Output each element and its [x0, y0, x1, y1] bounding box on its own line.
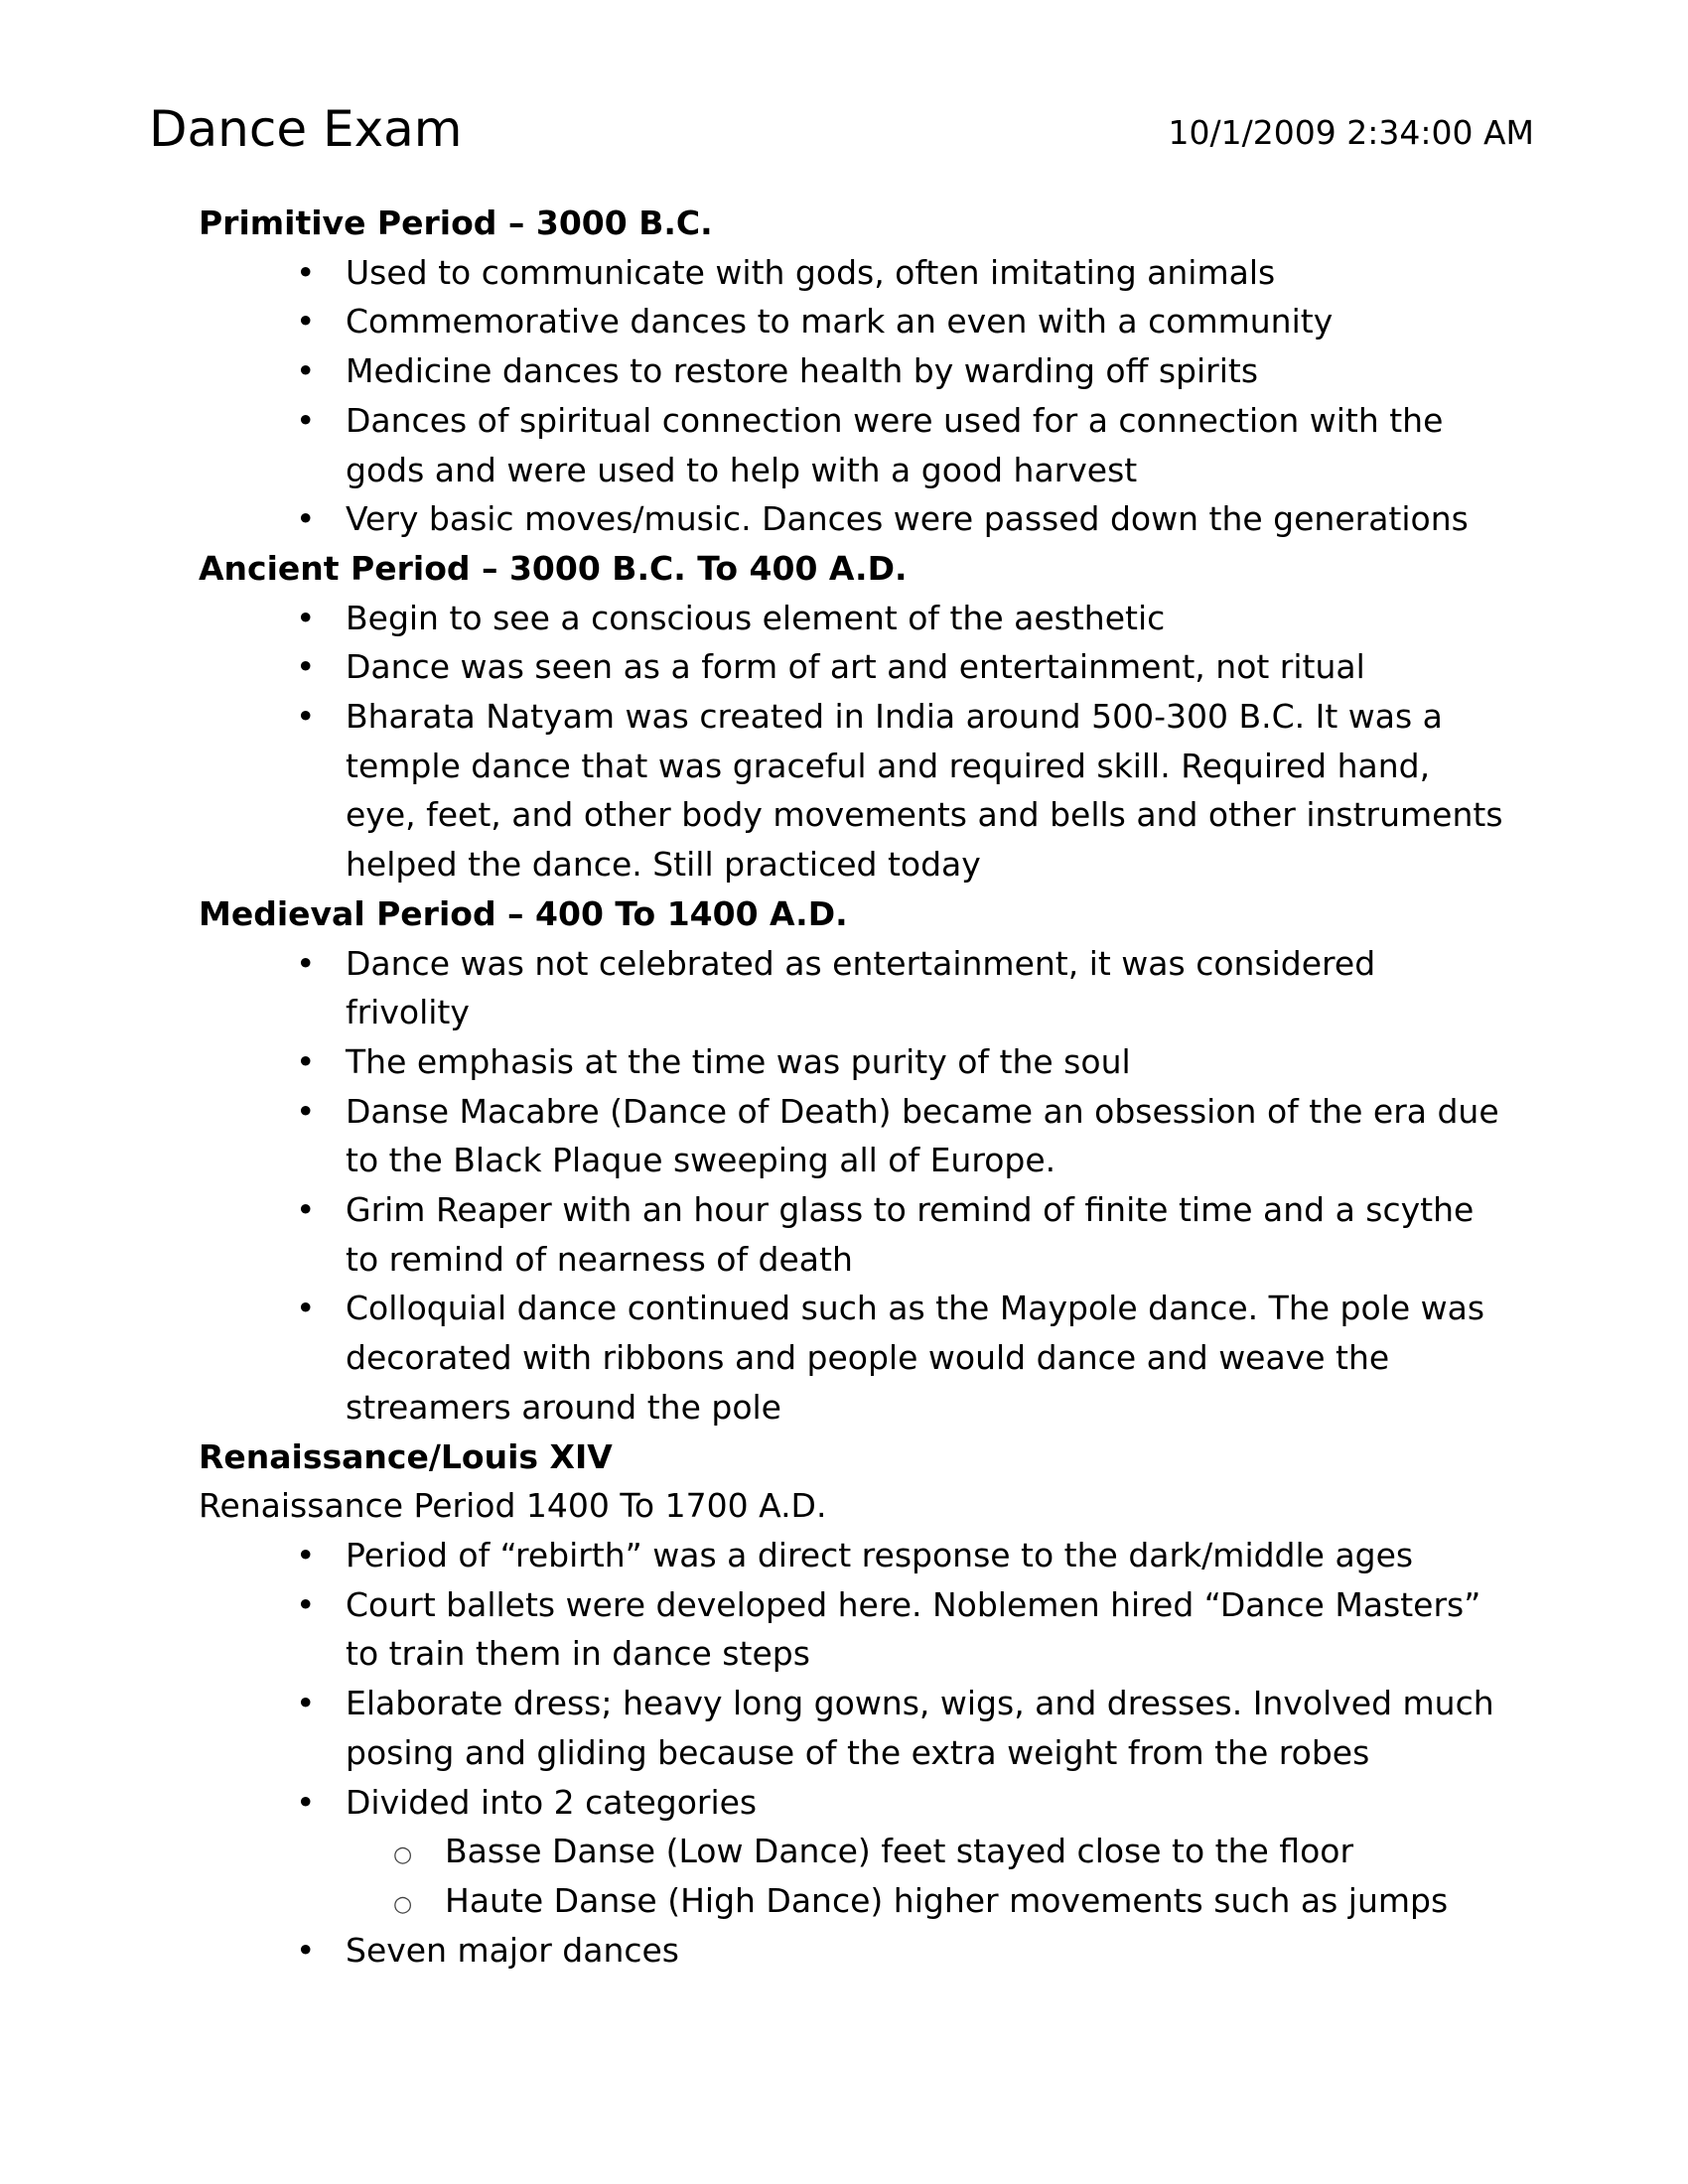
list-item: • Very basic moves/music. Dances were passed down the generations	[199, 494, 1509, 544]
list-item: • Grim Reaper with an hour glass to remind of finite time and a scythe to remind of nearness of death	[199, 1185, 1509, 1284]
list-item: • Seven major dances	[199, 1926, 1509, 1976]
list-item-with-sublist	[199, 1778, 1509, 1926]
list-item: • Period of “rebirth” was a direct response to the dark/middle ages	[199, 1531, 1509, 1580]
bullet-list-medieval	[199, 939, 1509, 1433]
sub-list-item: ○ Haute Danse (High Dance) higher movements such as jumps	[346, 1876, 1509, 1926]
list-item: • Commemorative dances to mark an even with a community	[199, 297, 1509, 346]
list-item: • Elaborate dress; heavy long gowns, wigs, and dresses. Involved much posing and gliding because of the extra weight from the robes	[199, 1679, 1509, 1777]
bullet-list-ancient	[199, 594, 1509, 889]
list-item: • Dances of spiritual connection were used for a connection with the gods and were used to help with a good harvest	[199, 396, 1509, 494]
section-heading-primitive: Primitive Period – 3000 B.C.	[199, 204, 713, 242]
list-item: • Colloquial dance continued such as the Maypole dance. The pole was decorated with ribbons and people would dance and weave the streamers around the pole	[199, 1284, 1509, 1432]
document-title: Dance Exam	[149, 100, 463, 158]
list-item: • Court ballets were developed here. Noblemen hired “Dance Masters” to train them in dance steps	[199, 1580, 1509, 1679]
document-body	[199, 199, 1509, 1975]
list-item: • Dance was not celebrated as entertainment, it was considered frivolity	[199, 939, 1509, 1037]
sub-bullet-list	[346, 1827, 1509, 1925]
list-item: • Medicine dances to restore health by warding off spirits	[199, 346, 1509, 396]
section-subheading-renaissance: Renaissance Period 1400 To 1700 A.D.	[199, 1486, 827, 1526]
list-item: • Begin to see a conscious element of the aesthetic	[199, 594, 1509, 643]
section-heading-renaissance: Renaissance/Louis XIV	[199, 1436, 613, 1476]
list-item: • Danse Macabre (Dance of Death) became an obsession of the era due to the Black Plaque sweeping all of Europe.	[199, 1087, 1509, 1185]
list-item-label: Divided into 2 categories	[346, 1782, 758, 1822]
list-item: • The emphasis at the time was purity of the soul	[199, 1037, 1509, 1087]
section-heading-ancient: Ancient Period – 3000 B.C. To 400 A.D.	[199, 548, 908, 588]
sub-list-item: ○ Basse Danse (Low Dance) feet stayed close to the floor	[346, 1827, 1509, 1876]
section-heading-medieval: Medieval Period – 400 To 1400 A.D.	[199, 893, 848, 933]
document-timestamp: 10/1/2009 2:34:00 AM	[1168, 113, 1534, 152]
list-item: • Bharata Natyam was created in India around 500-300 B.C. It was a temple dance that was graceful and required skill. Required hand, eye, feet, and other body movements and bells and other instruments helped the dance. Still practiced today	[199, 692, 1509, 889]
bullet-list-primitive	[199, 248, 1509, 544]
list-item: • Dance was seen as a form of art and entertainment, not ritual	[199, 642, 1509, 692]
list-item: • Used to communicate with gods, often imitating animals	[199, 248, 1509, 298]
bullet-list-renaissance	[199, 1531, 1509, 1975]
